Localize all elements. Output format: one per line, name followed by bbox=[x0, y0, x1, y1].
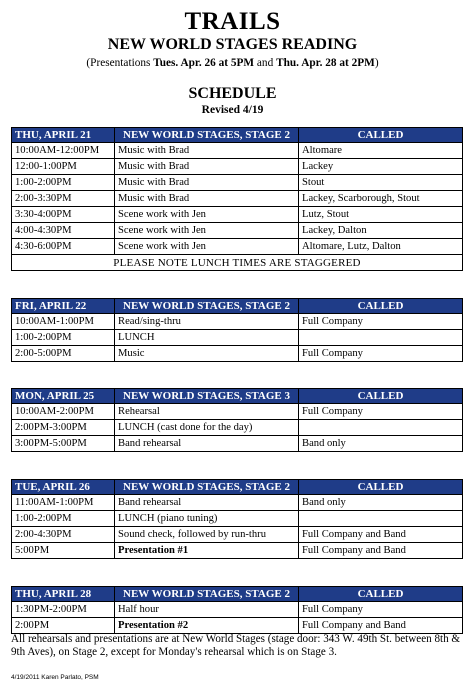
called-cell: Lackey, Scarborough, Stout bbox=[299, 191, 463, 207]
table-header-row bbox=[12, 480, 463, 495]
called-cell: Lackey bbox=[299, 159, 463, 175]
table-header-row bbox=[12, 389, 463, 404]
presentation-date-2: Thu. Apr. 28 at 2PM bbox=[276, 57, 375, 69]
time-cell: 4:30-6:00PM bbox=[12, 239, 115, 255]
called-cell: Lackey, Dalton bbox=[299, 223, 463, 239]
time-cell: 5:00PM bbox=[12, 543, 115, 559]
location-header bbox=[115, 299, 299, 314]
table-row bbox=[12, 143, 463, 159]
time-cell: 2:00-4:30PM bbox=[12, 527, 115, 543]
location-header bbox=[115, 128, 299, 143]
document-header bbox=[0, 0, 465, 117]
called-cell: Altomare bbox=[299, 143, 463, 159]
table-header-row bbox=[12, 128, 463, 143]
venue-title: NEW WORLD STAGES READING bbox=[107, 36, 358, 53]
table-row bbox=[12, 527, 463, 543]
called-cell: Full Company and Band bbox=[299, 527, 463, 543]
time-cell: 4:00-4:30PM bbox=[12, 223, 115, 239]
activity-cell: LUNCH bbox=[115, 330, 299, 346]
called-header: CALLED bbox=[299, 587, 463, 602]
location-text: NEW WORLD STAGES, STAGE 2 bbox=[123, 481, 290, 493]
schedule-table bbox=[11, 388, 463, 452]
time-cell: 10:00AM-12:00PM bbox=[12, 143, 115, 159]
table-row bbox=[12, 602, 463, 618]
day-header: THU, APRIL 28 bbox=[12, 587, 115, 602]
table-header-row bbox=[12, 587, 463, 602]
called-header: CALLED bbox=[299, 299, 463, 314]
time-cell: 2:00PM bbox=[12, 618, 115, 634]
time-cell: 3:30-4:00PM bbox=[12, 207, 115, 223]
time-cell: 12:00-1:00PM bbox=[12, 159, 115, 175]
table-row bbox=[12, 330, 463, 346]
table-row bbox=[12, 511, 463, 527]
activity-cell: Scene work with Jen bbox=[115, 239, 299, 255]
activity-cell: Read/sing-thru bbox=[115, 314, 299, 330]
called-cell: Full Company bbox=[299, 602, 463, 618]
activity-cell: Presentation #2 bbox=[115, 618, 299, 634]
schedule-table bbox=[11, 127, 463, 271]
table-row bbox=[12, 239, 463, 255]
table-row bbox=[12, 346, 463, 362]
activity-cell: Music with Brad bbox=[115, 175, 299, 191]
activity-cell: Music with Brad bbox=[115, 159, 299, 175]
activity-cell: Band rehearsal bbox=[115, 495, 299, 511]
location-text: NEW WORLD STAGES, STAGE 2 bbox=[123, 129, 290, 141]
table-row bbox=[12, 314, 463, 330]
called-cell bbox=[299, 420, 463, 436]
table-row bbox=[12, 159, 463, 175]
called-cell: Band only bbox=[299, 436, 463, 452]
table-row bbox=[12, 436, 463, 452]
called-header: CALLED bbox=[299, 480, 463, 495]
schedule-heading: SCHEDULE bbox=[188, 85, 277, 102]
presentation-date-1: Tues. Apr. 26 at 5PM bbox=[153, 57, 255, 69]
table-row bbox=[12, 191, 463, 207]
note-row bbox=[12, 255, 463, 271]
called-cell: Band only bbox=[299, 495, 463, 511]
activity-cell: Scene work with Jen bbox=[115, 223, 299, 239]
activity-cell: Sound check, followed by run-thru bbox=[115, 527, 299, 543]
location-text: NEW WORLD STAGES, bbox=[123, 390, 246, 402]
activity-cell: Music with Brad bbox=[115, 191, 299, 207]
activity-cell: LUNCH (cast done for the day) bbox=[115, 420, 299, 436]
time-cell: 2:00-3:30PM bbox=[12, 191, 115, 207]
presentations-open: (Presentations bbox=[86, 57, 154, 69]
table-row bbox=[12, 495, 463, 511]
location-text: NEW WORLD STAGES, STAGE 2 bbox=[123, 300, 290, 312]
time-cell: 1:00-2:00PM bbox=[12, 175, 115, 191]
day-header: THU, APRIL 21 bbox=[12, 128, 115, 143]
called-cell: Altomare, Lutz, Dalton bbox=[299, 239, 463, 255]
footer-note: All rehearsals and presentations are at New World Stages (stage door: 343 W. 49th St. between 8th & 9th Aves), on Stage 2, except for Monday's rehearsal which is on Stage 3. bbox=[11, 633, 461, 658]
presentations-mid: and bbox=[254, 57, 277, 69]
day-header: FRI, APRIL 22 bbox=[12, 299, 115, 314]
schedule-sections bbox=[0, 127, 465, 634]
lunch-note: PLEASE NOTE LUNCH TIMES ARE STAGGERED bbox=[12, 255, 463, 271]
time-cell: 1:30PM-2:00PM bbox=[12, 602, 115, 618]
show-title: TRAILS bbox=[184, 8, 281, 35]
activity-cell: LUNCH (piano tuning) bbox=[115, 511, 299, 527]
day-header: MON, APRIL 25 bbox=[12, 389, 115, 404]
activity-cell: Half hour bbox=[115, 602, 299, 618]
called-cell: Lutz, Stout bbox=[299, 207, 463, 223]
activity-cell: Presentation #1 bbox=[115, 543, 299, 559]
location-header bbox=[115, 587, 299, 602]
time-cell: 3:00PM-5:00PM bbox=[12, 436, 115, 452]
presentations-close: ) bbox=[374, 57, 379, 69]
activity-cell: Scene work with Jen bbox=[115, 207, 299, 223]
table-row bbox=[12, 543, 463, 559]
called-cell: Full Company bbox=[299, 314, 463, 330]
footer-stamp: 4/19/2011 Karen Parlato, PSM bbox=[11, 674, 99, 681]
called-cell: Full Company and Band bbox=[299, 618, 463, 634]
table-row bbox=[12, 223, 463, 239]
location-header bbox=[115, 480, 299, 495]
location-header bbox=[115, 389, 299, 404]
table-row bbox=[12, 420, 463, 436]
location-stage-bold: STAGE 3 bbox=[245, 390, 290, 402]
time-cell: 10:00AM-2:00PM bbox=[12, 404, 115, 420]
presentations-line bbox=[0, 56, 465, 70]
table-row bbox=[12, 175, 463, 191]
time-cell: 1:00-2:00PM bbox=[12, 511, 115, 527]
activity-cell: Music with Brad bbox=[115, 143, 299, 159]
called-cell bbox=[299, 330, 463, 346]
activity-cell: Music bbox=[115, 346, 299, 362]
table-header-row bbox=[12, 299, 463, 314]
location-text: NEW WORLD STAGES, STAGE 2 bbox=[123, 588, 290, 600]
time-cell: 2:00PM-3:00PM bbox=[12, 420, 115, 436]
called-cell: Full Company bbox=[299, 404, 463, 420]
revised-label: Revised 4/19 bbox=[201, 104, 264, 116]
time-cell: 2:00-5:00PM bbox=[12, 346, 115, 362]
day-header: TUE, APRIL 26 bbox=[12, 480, 115, 495]
called-cell: Stout bbox=[299, 175, 463, 191]
schedule-table bbox=[11, 586, 463, 634]
table-row bbox=[12, 618, 463, 634]
time-cell: 1:00-2:00PM bbox=[12, 330, 115, 346]
called-cell: Full Company and Band bbox=[299, 543, 463, 559]
schedule-table bbox=[11, 479, 463, 559]
activity-cell: Rehearsal bbox=[115, 404, 299, 420]
time-cell: 11:00AM-1:00PM bbox=[12, 495, 115, 511]
activity-cell: Band rehearsal bbox=[115, 436, 299, 452]
table-row bbox=[12, 404, 463, 420]
schedule-table bbox=[11, 298, 463, 362]
time-cell: 10:00AM-1:00PM bbox=[12, 314, 115, 330]
called-header: CALLED bbox=[299, 389, 463, 404]
called-cell bbox=[299, 511, 463, 527]
called-header: CALLED bbox=[299, 128, 463, 143]
table-row bbox=[12, 207, 463, 223]
called-cell: Full Company bbox=[299, 346, 463, 362]
